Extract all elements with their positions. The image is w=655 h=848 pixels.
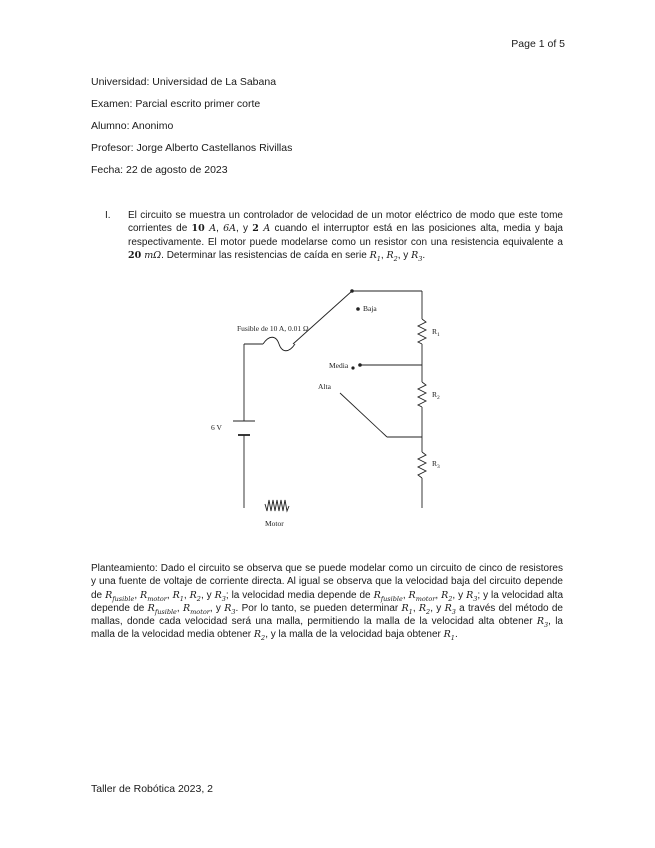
r1-resistor bbox=[418, 319, 426, 344]
switch-high-label: Alta bbox=[318, 382, 331, 391]
switch-arm bbox=[293, 291, 352, 344]
exam-header bbox=[91, 76, 292, 186]
page-number: Page 1 of 5 bbox=[511, 38, 565, 50]
switch-high-node bbox=[351, 366, 354, 369]
motor-label: Motor bbox=[265, 519, 284, 528]
switch-low-label: Baja bbox=[363, 304, 377, 313]
date-line: Fecha: 22 de agosto de 2023 bbox=[91, 164, 228, 176]
r2-label: $R_2$ bbox=[432, 390, 440, 401]
exam-line: Examen: Parcial escrito primer corte bbox=[91, 98, 261, 110]
r3-resistor bbox=[418, 452, 426, 478]
r1-label: $R_1$ bbox=[432, 327, 440, 338]
question-text: El circuito se muestra un controlador de velocidad de un motor eléctrico de modo que este tome corrientes de 10 A, 6A, y 2 A cuando el interruptor está en las posiciones alta, media y baja respectivamente. El motor puede modelarse como un resistor con una resistencia equivalente a 20 mΩ. Determinar las resistencias de caída en serie $R_1$, $R_2$, y $R_3$. bbox=[128, 210, 563, 263]
r2-resistor bbox=[418, 382, 426, 407]
switch-mid-node bbox=[358, 363, 362, 367]
high-switch-arm bbox=[340, 393, 387, 437]
question-number: I. bbox=[105, 210, 111, 221]
source-label: 6 V bbox=[211, 423, 222, 432]
fuse-label: Fusible de 10 A, 0.01 Ω bbox=[237, 324, 309, 333]
fuse-symbol bbox=[263, 337, 295, 351]
r3-label: $R_3$ bbox=[432, 459, 440, 470]
university-line: Universidad: Universidad de La Sabana bbox=[91, 76, 277, 88]
page-footer: Taller de Robótica 2023, 2 bbox=[91, 783, 213, 795]
professor-line: Profesor: Jorge Alberto Castellanos Rivillas bbox=[91, 142, 293, 154]
switch-pivot-node bbox=[350, 289, 354, 293]
motor-resistor bbox=[265, 500, 289, 511]
circuit-diagram bbox=[200, 282, 450, 534]
student-line: Alumno: Anonimo bbox=[91, 120, 174, 132]
planteamiento-paragraph: Planteamiento: Dado el circuito se observa que se puede modelar como un circuito de cinco de resistores y una fuente de voltaje de corriente directa. Al igual se observa que la velocidad baja del circuito depende de $R_{fusible}$, $R_{motor}$, $R_1$, $R_2$, y $R_3$; la velocidad media depende de $R_{fusible}$, $R_{motor}$, $R_2$, y $R_3$; y la velocidad alta depende de $R_{fusible}$, $R_{motor}$, y $R_3$. Por lo tanto, se pueden determinar $R_1$, $R_2$, y $R_3$ a través del método de mallas, donde cada velocidad será una malla, permitiendo la malla de la velocidad alta obtener $R_3$, la malla de la velocidad media obtener $R_2$, y la malla de la velocidad baja obtener $R_1$. bbox=[91, 563, 564, 643]
switch-mid-label: Media bbox=[329, 361, 349, 370]
question-1 bbox=[105, 209, 563, 263]
switch-low-node bbox=[356, 307, 360, 311]
